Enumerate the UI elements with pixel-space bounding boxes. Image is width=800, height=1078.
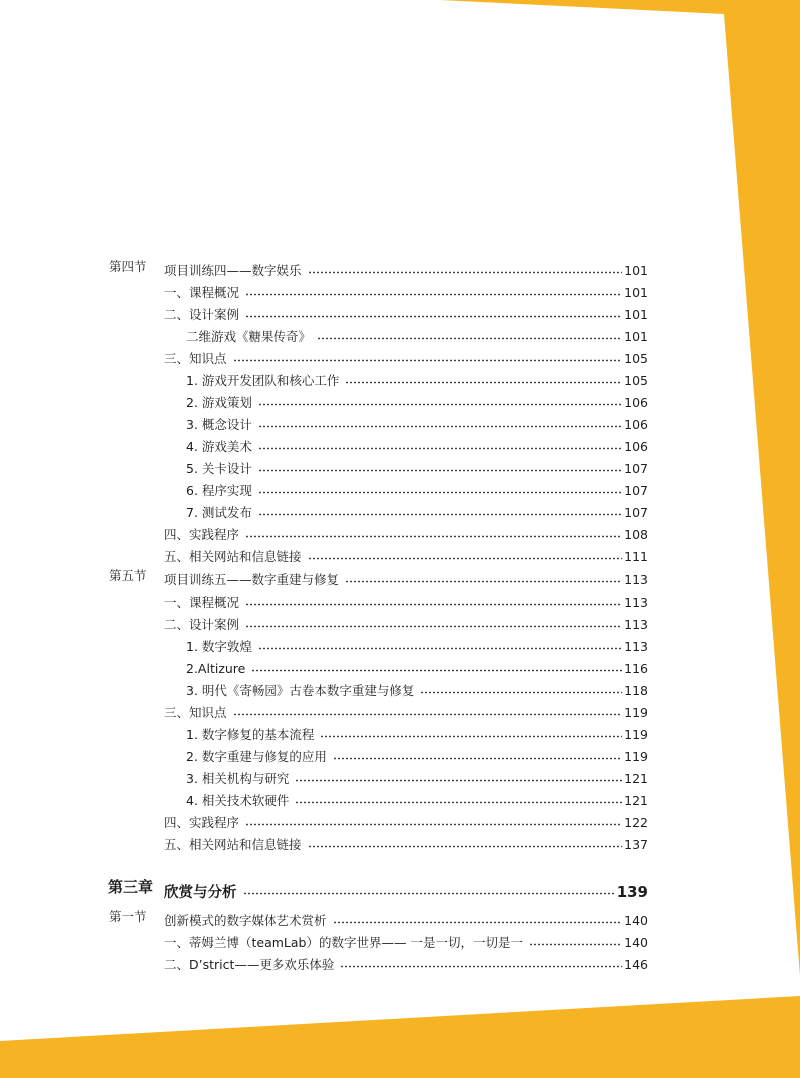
- entry-label: 三、知识点: [164, 351, 227, 366]
- entry-label: 5. 关卡设计: [186, 461, 252, 476]
- toc-entry[interactable]: [186, 789, 648, 809]
- entry-label: 1. 数字敦煌: [186, 639, 252, 654]
- entry-label: 4. 游戏美术: [186, 439, 252, 454]
- page-number: 101: [624, 307, 648, 322]
- leader-dots: [529, 931, 622, 947]
- toc-entry[interactable]: [164, 591, 648, 611]
- leader-dots: [258, 457, 622, 473]
- toc-entry[interactable]: [186, 413, 648, 433]
- section-heading[interactable]: [164, 259, 648, 279]
- entry-label: 3. 相关机构与研究: [186, 771, 290, 786]
- toc-entry[interactable]: [186, 479, 648, 499]
- page-number: 101: [624, 329, 648, 344]
- leader-dots: [308, 545, 623, 561]
- page-number: 137: [624, 837, 648, 852]
- toc-entry[interactable]: [186, 723, 648, 743]
- leader-dots: [295, 767, 622, 783]
- entry-label: 二、设计案例: [164, 617, 240, 632]
- entry-label: 3. 概念设计: [186, 417, 252, 432]
- page-number: 101: [624, 263, 648, 278]
- toc-entry[interactable]: [164, 523, 648, 543]
- leader-dots: [420, 679, 622, 695]
- leader-dots: [308, 259, 623, 275]
- leader-dots: [251, 657, 622, 673]
- page-number: 107: [624, 461, 648, 476]
- entry-label: 二、D’strict——更多欢乐体验: [164, 957, 335, 972]
- entry-label: 五、相关网站和信息链接: [164, 837, 302, 852]
- section-number: 第一节: [109, 909, 147, 924]
- leader-dots: [258, 635, 622, 651]
- toc-entry[interactable]: [164, 931, 648, 951]
- page-number: 111: [624, 549, 648, 564]
- entry-label: 五、相关网站和信息链接: [164, 549, 302, 564]
- toc-entry[interactable]: [186, 435, 648, 455]
- leader-dots: [245, 281, 622, 297]
- page-number: 119: [624, 705, 648, 720]
- leader-dots: [345, 568, 622, 584]
- toc-entry[interactable]: [164, 833, 648, 853]
- page-number: 121: [624, 771, 648, 786]
- toc-entry[interactable]: [186, 679, 648, 699]
- page-number: 139: [616, 883, 648, 901]
- leader-dots: [243, 877, 615, 897]
- section-title: 创新模式的数字媒体艺术赏析: [164, 913, 327, 928]
- page-number: 113: [624, 639, 648, 654]
- chapter-title: 欣赏与分析: [164, 885, 237, 901]
- page-number: 106: [624, 395, 648, 410]
- section-title: 项目训练五——数字重建与修复: [164, 572, 340, 587]
- toc-entry[interactable]: [164, 701, 648, 721]
- entry-label: 2. 数字重建与修复的应用: [186, 749, 327, 764]
- leader-dots: [245, 613, 622, 629]
- section-number: 第五节: [109, 568, 147, 583]
- leader-dots: [333, 745, 622, 761]
- page-number: 113: [624, 595, 648, 610]
- page-number: 113: [624, 617, 648, 632]
- toc-entry[interactable]: [164, 545, 648, 565]
- entry-label: 2. 游戏策划: [186, 395, 252, 410]
- page-number: 101: [624, 285, 648, 300]
- leader-dots: [308, 833, 623, 849]
- toc-entry[interactable]: [186, 767, 648, 787]
- page-number: 107: [624, 483, 648, 498]
- leader-dots: [258, 391, 622, 407]
- leader-dots: [345, 369, 622, 385]
- leader-dots: [245, 523, 622, 539]
- leader-dots: [258, 413, 622, 429]
- toc-entry[interactable]: [186, 457, 648, 477]
- entry-label: 四、实践程序: [164, 815, 240, 830]
- toc-entry[interactable]: [186, 635, 648, 655]
- entry-label: 7. 测试发布: [186, 505, 252, 520]
- section-title: 项目训练四——数字娱乐: [164, 263, 302, 278]
- page-number: 119: [624, 727, 648, 742]
- toc-entry[interactable]: [164, 811, 648, 831]
- leader-dots: [258, 435, 622, 451]
- page-number: 116: [624, 661, 648, 676]
- entry-label: 一、蒂姆兰博（teamLab）的数字世界—— 一是一切，一切是一: [164, 935, 523, 950]
- leader-dots: [245, 303, 622, 319]
- leader-dots: [233, 701, 623, 717]
- leader-dots: [233, 347, 623, 363]
- entry-label: 二、设计案例: [164, 307, 240, 322]
- chapter-number: 第三章: [108, 878, 154, 896]
- entry-label: 一、课程概况: [164, 595, 240, 610]
- section-heading[interactable]: [164, 568, 648, 588]
- page-number: 140: [624, 913, 648, 928]
- page-number: 122: [624, 815, 648, 830]
- page-number: 106: [624, 417, 648, 432]
- leader-dots: [258, 479, 622, 495]
- leader-dots: [258, 501, 622, 517]
- page-number: 106: [624, 439, 648, 454]
- leader-dots: [317, 325, 622, 341]
- toc-entry[interactable]: [164, 613, 648, 633]
- chapter-heading[interactable]: [164, 877, 648, 903]
- leader-dots: [333, 909, 623, 925]
- page-number: 146: [624, 957, 648, 972]
- toc-entry[interactable]: [186, 657, 648, 677]
- entry-label: 1. 游戏开发团队和核心工作: [186, 373, 340, 388]
- page-number: 118: [624, 683, 648, 698]
- leader-dots: [295, 789, 622, 805]
- entry-label: 1. 数字修复的基本流程: [186, 727, 315, 742]
- page-number: 105: [624, 373, 648, 388]
- toc-entry[interactable]: [186, 745, 648, 765]
- leader-dots: [340, 953, 622, 969]
- entry-label: 一、课程概况: [164, 285, 240, 300]
- section-heading[interactable]: [164, 909, 648, 929]
- page-number: 107: [624, 505, 648, 520]
- entry-label: 6. 程序实现: [186, 483, 252, 498]
- toc-entry[interactable]: [186, 325, 648, 345]
- section-number: 第四节: [109, 259, 147, 274]
- entry-label: 二维游戏《糖果传奇》: [186, 329, 312, 344]
- toc-entry[interactable]: [164, 303, 648, 323]
- leader-dots: [245, 591, 622, 607]
- entry-label: 3. 明代《寄畅园》古卷本数字重建与修复: [186, 683, 415, 698]
- page-number: 108: [624, 527, 648, 542]
- page-number: 105: [624, 351, 648, 366]
- toc-entry[interactable]: [186, 369, 648, 389]
- toc-entry[interactable]: [186, 501, 648, 521]
- entry-label: 四、实践程序: [164, 527, 240, 542]
- toc-entry[interactable]: [164, 281, 648, 301]
- toc-entry[interactable]: [186, 391, 648, 411]
- page-number: 140: [624, 935, 648, 950]
- entry-label: 三、知识点: [164, 705, 227, 720]
- toc-entry[interactable]: [164, 953, 648, 973]
- leader-dots: [320, 723, 622, 739]
- page-number: 119: [624, 749, 648, 764]
- entry-label: 4. 相关技术软硬件: [186, 793, 290, 808]
- entry-label: 2.Altizure: [186, 661, 246, 676]
- toc-entry[interactable]: [164, 347, 648, 367]
- leader-dots: [245, 811, 622, 827]
- page-number: 121: [624, 793, 648, 808]
- page-number: 113: [624, 572, 648, 587]
